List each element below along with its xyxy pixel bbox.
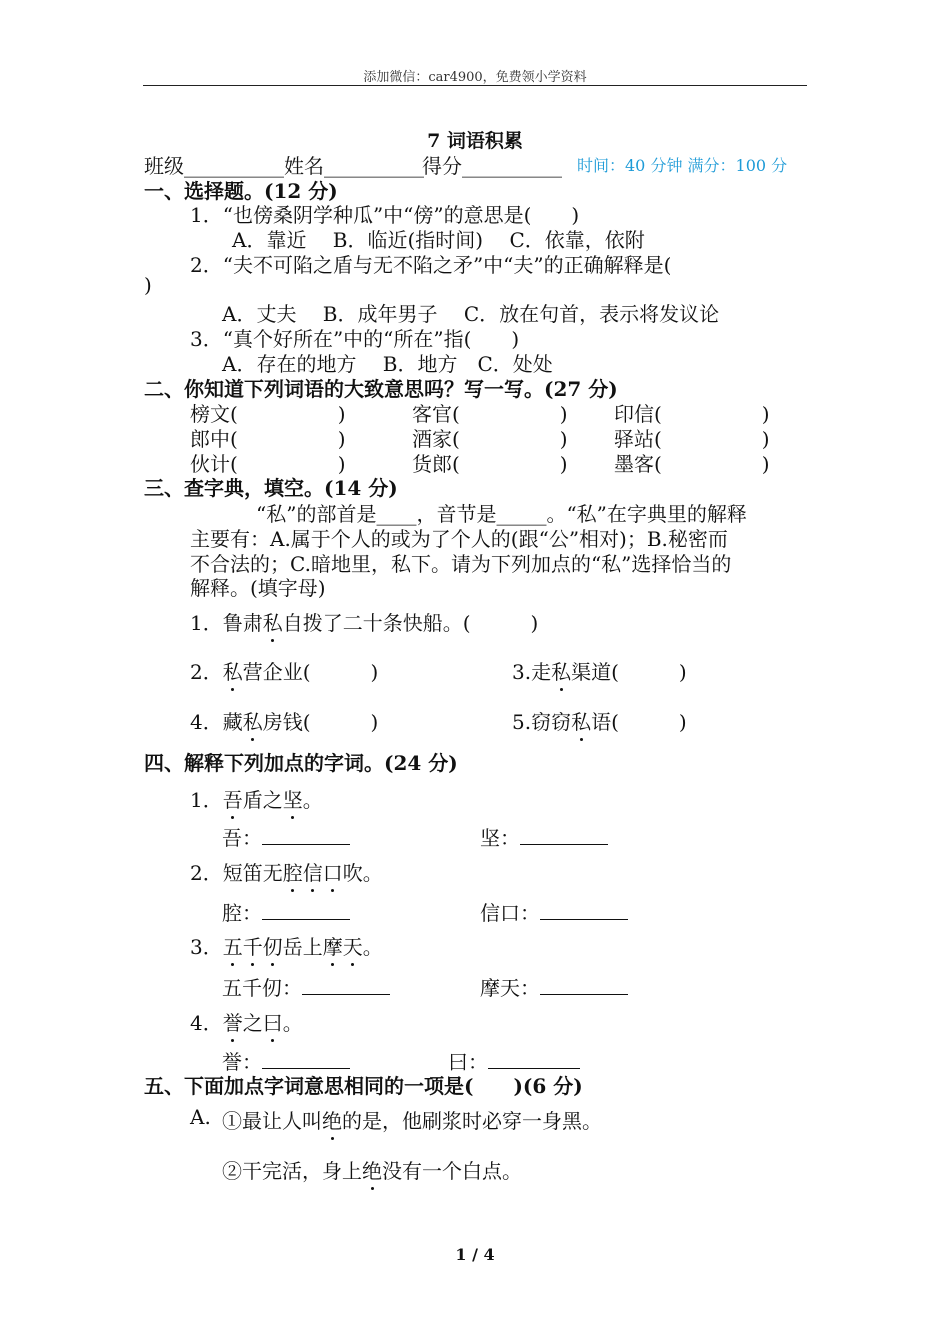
section-4-heading: 四、解释下列加点的字词。(24 分) bbox=[144, 751, 458, 775]
s3-item-2: 2．私营企业( ) bbox=[190, 656, 378, 685]
word-item: 酒家( ) bbox=[412, 427, 568, 451]
header-rule bbox=[143, 85, 807, 86]
answer-line[interactable] bbox=[540, 978, 628, 995]
s4-answer-4b: 曰： bbox=[448, 1046, 580, 1075]
s1-question-2: 2．“夫不可陷之盾与无不陷之矛”中“夫”的正确解释是( bbox=[190, 253, 672, 277]
s4-answer-3a: 五千仞： bbox=[222, 972, 390, 1001]
class-field: 班级__________ bbox=[144, 154, 284, 178]
dotted-char: 私 bbox=[263, 607, 283, 636]
word-item: 伙计( ) bbox=[190, 452, 346, 476]
dotted-char: 口 bbox=[323, 857, 343, 886]
s3-item-5: 5.窃窃私语( ) bbox=[512, 706, 687, 735]
dotted-char: 曰 bbox=[263, 1007, 283, 1036]
dotted-char: 绝 bbox=[362, 1155, 382, 1184]
dotted-char: 吾 bbox=[223, 784, 243, 813]
dotted-char: 摩 bbox=[323, 931, 343, 960]
dotted-char: 天 bbox=[343, 931, 363, 960]
section-5-heading: 五、下面加点字词意思相同的一项是( )(6 分) bbox=[144, 1074, 583, 1098]
answer-line[interactable] bbox=[262, 828, 350, 845]
word-item: 客官( ) bbox=[412, 402, 568, 426]
dotted-char: 私 bbox=[571, 706, 591, 735]
s1-question-2-close: ) bbox=[144, 273, 152, 297]
s1-question-3: 3．“真个好所在”中的“所在”指( ) bbox=[190, 327, 520, 351]
s3-paragraph-line-4: 解释。(填字母) bbox=[190, 576, 326, 600]
word-item: 郎中( ) bbox=[190, 427, 346, 451]
s3-paragraph-line-2: 主要有：A.属于个人的或为了个人的(跟“公”相对)；B.秘密而 bbox=[190, 527, 728, 551]
dotted-char: 私 bbox=[223, 656, 243, 685]
dotted-char: 私 bbox=[243, 706, 263, 735]
word-item: 货郎( ) bbox=[412, 452, 568, 476]
s5-option-a-sentence-2: ②干完活，身上绝没有一个白点。 bbox=[222, 1155, 522, 1184]
s3-item-4: 4．藏私房钱( ) bbox=[190, 706, 378, 735]
s1-question-2-options: A．丈夫 B．成年男子 C．放在句首，表示将发议论 bbox=[222, 302, 720, 326]
s4-question-4: 4．誉之曰。 bbox=[190, 1007, 303, 1036]
answer-line[interactable] bbox=[302, 978, 390, 995]
answer-line[interactable] bbox=[520, 828, 608, 845]
s1-question-3-options: A．存在的地方 B．地方 C．处处 bbox=[222, 352, 553, 376]
s4-answer-2b: 信口： bbox=[480, 897, 628, 926]
s4-question-1: 1．吾盾之坚。 bbox=[190, 784, 323, 813]
s1-question-1-options: A．靠近 B．临近(指时间) C．依靠，依附 bbox=[232, 228, 645, 252]
word-item: 驿站( ) bbox=[614, 427, 770, 451]
answer-line[interactable] bbox=[540, 903, 628, 920]
dotted-char: 誉 bbox=[223, 1007, 243, 1036]
dotted-char: 仞 bbox=[263, 931, 283, 960]
s3-item-1: 1．鲁肃私自拨了二十条快船。( ) bbox=[190, 607, 538, 636]
section-3-heading: 三、查字典，填空。(14 分) bbox=[144, 476, 398, 500]
section-2-heading: 二、你知道下列词语的大致意思吗？写一写。(27 分) bbox=[144, 377, 618, 401]
word-item: 榜文( ) bbox=[190, 402, 346, 426]
word-item: 墨客( ) bbox=[614, 452, 770, 476]
s3-paragraph-line-1: “私”的部首是____，音节是_____。“私”在字典里的解释 bbox=[256, 502, 747, 526]
word-item: 印信( ) bbox=[614, 402, 770, 426]
name-field: 姓名__________ bbox=[284, 154, 424, 178]
answer-line[interactable] bbox=[262, 903, 350, 920]
s5-option-a-sentence-1: ①最让人叫绝的是，他刷浆时必穿一身黑。 bbox=[222, 1105, 602, 1134]
dotted-char: 私 bbox=[551, 656, 571, 685]
dotted-char: 坚 bbox=[283, 784, 303, 813]
s4-question-3: 3．五千仞岳上摩天。 bbox=[190, 931, 383, 960]
s4-answer-3b: 摩天： bbox=[480, 972, 628, 1001]
page-title: 7 词语积累 bbox=[427, 130, 523, 152]
time-info: 时间：40 分钟 满分：100 分 bbox=[577, 156, 788, 175]
s4-answer-1a: 吾： bbox=[222, 822, 350, 851]
dotted-char: 腔 bbox=[283, 857, 303, 886]
dotted-char: 绝 bbox=[322, 1105, 342, 1134]
s4-answer-1b: 坚： bbox=[480, 822, 608, 851]
s5-option-a-label: A. bbox=[190, 1105, 211, 1129]
s4-question-2: 2．短笛无腔信口吹。 bbox=[190, 857, 383, 886]
answer-line[interactable] bbox=[488, 1052, 580, 1069]
s4-answer-2a: 腔： bbox=[222, 897, 350, 926]
watermark-header: 添加微信：car4900，免费领小学资料 bbox=[363, 70, 587, 85]
section-1-heading: 一、选择题。(12 分) bbox=[144, 179, 338, 203]
dotted-char: 千 bbox=[243, 931, 263, 960]
dotted-char: 信 bbox=[303, 857, 323, 886]
answer-line[interactable] bbox=[262, 1052, 350, 1069]
s3-item-3: 3.走私渠道( ) bbox=[512, 656, 687, 685]
s1-question-1: 1．“也傍桑阴学种瓜”中“傍”的意思是( ) bbox=[190, 203, 580, 227]
s3-paragraph-line-3: 不合法的；C.暗地里，私下。请为下列加点的“私”选择恰当的 bbox=[190, 552, 732, 576]
dotted-char: 五 bbox=[223, 931, 243, 960]
page-number: 1 / 4 bbox=[455, 1245, 495, 1264]
score-field: 得分__________ bbox=[422, 154, 562, 178]
s4-answer-4a: 誉： bbox=[222, 1046, 350, 1075]
